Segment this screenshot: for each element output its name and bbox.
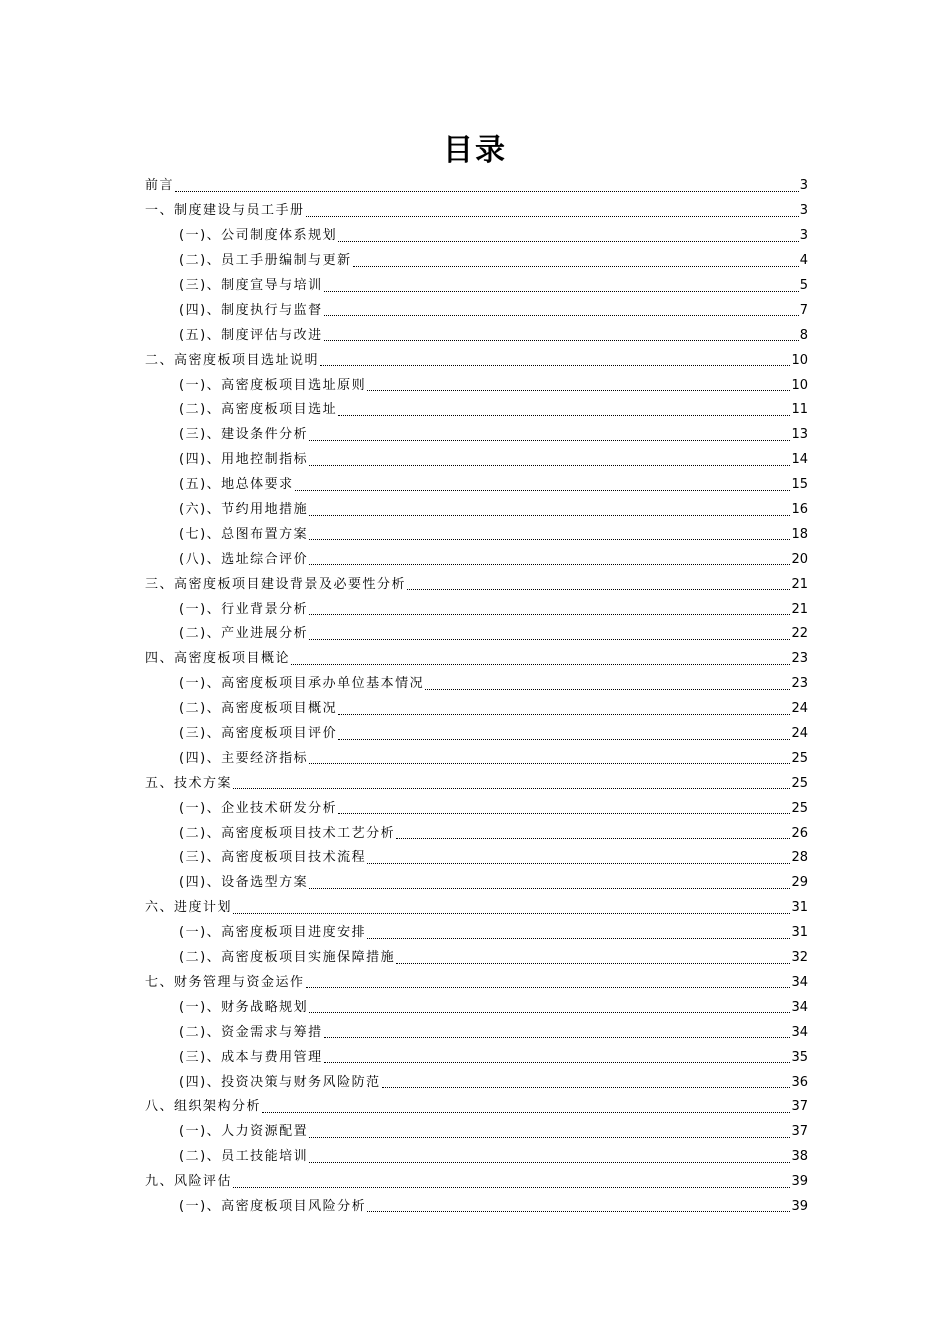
- dot-leader: [175, 191, 799, 192]
- toc-entry-page-number: 10: [791, 377, 808, 393]
- toc-section-entry[interactable]: [0, 498, 950, 523]
- toc-entry-page-number: 37: [791, 1124, 808, 1140]
- toc-chapter-entry[interactable]: [0, 174, 950, 199]
- toc-entry-label: (二)、高密度板项目概况: [179, 701, 338, 717]
- toc-section-entry[interactable]: [0, 323, 950, 348]
- toc-entry-label: (四)、用地控制指标: [179, 452, 309, 468]
- toc-section-entry[interactable]: [0, 796, 950, 821]
- dot-leader: [338, 813, 790, 814]
- toc-chapter-entry[interactable]: [0, 771, 950, 796]
- dot-leader: [309, 564, 790, 565]
- dot-leader: [309, 1162, 790, 1163]
- toc-section-entry[interactable]: [0, 1020, 950, 1045]
- toc-chapter-entry[interactable]: [0, 572, 950, 597]
- toc-entry-page-number: 28: [791, 850, 808, 866]
- toc-entry-label: 八、组织架构分析: [145, 1099, 262, 1115]
- toc-entry-label: (三)、制度宣导与培训: [179, 278, 323, 293]
- toc-entry-label: (一)、财务战略规划: [179, 999, 309, 1015]
- dot-leader: [338, 415, 790, 416]
- dot-leader: [233, 913, 790, 914]
- toc-section-entry[interactable]: [0, 1195, 950, 1220]
- toc-section-entry[interactable]: [0, 697, 950, 722]
- toc-entry-page-number: 36: [791, 1074, 808, 1090]
- toc-section-entry[interactable]: [0, 921, 950, 946]
- toc-entry-page-number: 31: [791, 900, 808, 916]
- toc-entry-page-number: 8: [799, 327, 808, 343]
- dot-leader: [367, 1211, 790, 1212]
- toc-entry-label: (二)、资金需求与筹措: [179, 1024, 323, 1040]
- toc-section-entry[interactable]: [0, 224, 950, 249]
- toc-entry-page-number: 20: [791, 551, 808, 567]
- toc-entry-label: (八)、选址综合评价: [179, 551, 309, 567]
- dot-leader: [324, 1037, 791, 1038]
- dot-leader: [309, 515, 790, 516]
- toc-entry-label: 前言: [145, 178, 175, 194]
- toc-entry-page-number: 3: [799, 203, 808, 219]
- toc-chapter-entry[interactable]: [0, 1095, 950, 1120]
- dot-leader: [309, 539, 790, 540]
- toc-entry-page-number: 34: [791, 1024, 808, 1040]
- toc-entry-label: (三)、高密度板项目评价: [179, 726, 338, 742]
- toc-entry-page-number: 37: [791, 1099, 808, 1115]
- dot-leader: [295, 490, 791, 491]
- toc-entry-page-number: 3: [799, 228, 808, 244]
- toc-entry-page-number: 34: [791, 999, 808, 1015]
- dot-leader: [233, 788, 790, 789]
- toc-entry-page-number: 39: [791, 1174, 808, 1190]
- toc-entry-label: (四)、投资决策与财务风险防范: [179, 1074, 381, 1090]
- toc-entry-label: (六)、节约用地措施: [179, 502, 309, 518]
- toc-section-entry[interactable]: [0, 249, 950, 274]
- toc-section-entry[interactable]: [0, 871, 950, 896]
- toc-entry-label: 六、进度计划: [145, 900, 233, 916]
- dot-leader: [382, 1087, 791, 1088]
- toc-entry-page-number: 26: [791, 825, 808, 841]
- dot-leader: [407, 589, 790, 590]
- toc-entry-label: (一)、高密度板项目承办单位基本情况: [179, 676, 425, 692]
- toc-entry-label: (二)、高密度板项目实施保障措施: [179, 950, 396, 966]
- toc-section-entry[interactable]: [0, 423, 950, 448]
- toc-entry-label: 七、财务管理与资金运作: [145, 974, 305, 990]
- toc-entry-label: (二)、高密度板项目技术工艺分析: [179, 825, 396, 841]
- toc-section-entry[interactable]: [0, 1120, 950, 1145]
- dot-leader: [324, 1062, 791, 1063]
- toc-entry-label: (二)、员工技能培训: [179, 1149, 309, 1165]
- toc-entry-page-number: 14: [791, 452, 808, 468]
- toc-entry-label: (五)、地总体要求: [179, 477, 294, 493]
- dot-leader: [367, 938, 790, 939]
- dot-leader: [367, 390, 790, 391]
- toc-entry-page-number: 4: [799, 253, 808, 269]
- dot-leader: [306, 216, 799, 217]
- toc-entry-label: 九、风险评估: [145, 1174, 233, 1190]
- toc-chapter-entry[interactable]: [0, 348, 950, 373]
- toc-entry-label: (二)、产业进展分析: [179, 626, 309, 642]
- toc-section-entry[interactable]: [0, 746, 950, 771]
- dot-leader: [262, 1112, 790, 1113]
- dot-leader: [306, 987, 791, 988]
- toc-chapter-entry[interactable]: [0, 647, 950, 672]
- toc-entry-label: (一)、高密度板项目进度安排: [179, 925, 367, 941]
- toc-entry-label: 二、高密度板项目选址说明: [145, 352, 320, 368]
- toc-entry-label: 三、高密度板项目建设背景及必要性分析: [145, 576, 407, 592]
- toc-chapter-entry[interactable]: [0, 199, 950, 224]
- toc-entry-page-number: 32: [791, 950, 808, 966]
- toc-entry-page-number: 11: [791, 402, 808, 418]
- toc-entry-page-number: 5: [799, 278, 808, 293]
- toc-section-entry[interactable]: [0, 1145, 950, 1170]
- dot-leader: [309, 888, 790, 889]
- toc-section-entry[interactable]: [0, 547, 950, 572]
- toc-entry-label: 四、高密度板项目概论: [145, 651, 291, 667]
- toc-entry-page-number: 15: [791, 477, 808, 493]
- toc-section-entry[interactable]: [0, 298, 950, 323]
- toc-chapter-entry[interactable]: [0, 971, 950, 996]
- dot-leader: [338, 714, 790, 715]
- dot-leader: [309, 1137, 790, 1138]
- toc-entry-label: (七)、总图布置方案: [179, 526, 309, 542]
- toc-section-entry[interactable]: [0, 821, 950, 846]
- dot-leader: [309, 614, 790, 615]
- toc-entry-page-number: 13: [791, 427, 808, 443]
- toc-entry-page-number: 16: [791, 502, 808, 518]
- dot-leader: [338, 241, 799, 242]
- toc-entry-page-number: 24: [791, 726, 808, 742]
- toc-section-entry[interactable]: [0, 672, 950, 697]
- toc-entry-page-number: 39: [791, 1198, 808, 1214]
- toc-entry-page-number: 34: [791, 974, 808, 990]
- toc-entry-page-number: 35: [791, 1049, 808, 1065]
- dot-leader: [324, 315, 799, 316]
- toc-entry-page-number: 18: [791, 526, 808, 542]
- dot-leader: [396, 838, 790, 839]
- toc-section-entry[interactable]: [0, 373, 950, 398]
- toc-section-entry[interactable]: [0, 398, 950, 423]
- toc-section-entry[interactable]: [0, 995, 950, 1020]
- toc-entry-label: (一)、高密度板项目风险分析: [179, 1198, 367, 1214]
- toc-entry-page-number: 23: [791, 651, 808, 667]
- toc-entry-page-number: 25: [791, 775, 808, 791]
- toc-entry-page-number: 25: [791, 800, 808, 816]
- toc-entry-label: (二)、员工手册编制与更新: [179, 253, 352, 269]
- dot-leader: [338, 739, 790, 740]
- dot-leader: [309, 1012, 790, 1013]
- toc-section-entry[interactable]: [0, 722, 950, 747]
- dot-leader: [309, 763, 790, 764]
- toc-list: [0, 174, 950, 1219]
- toc-entry-page-number: 21: [791, 576, 808, 592]
- toc-section-entry[interactable]: [0, 1070, 950, 1095]
- toc-section-entry[interactable]: [0, 846, 950, 871]
- toc-entry-label: 一、制度建设与员工手册: [145, 203, 305, 219]
- dot-leader: [324, 340, 799, 341]
- toc-chapter-entry[interactable]: [0, 1170, 950, 1195]
- toc-entry-label: (一)、人力资源配置: [179, 1124, 309, 1140]
- toc-entry-label: (三)、建设条件分析: [179, 427, 309, 443]
- toc-entry-label: (四)、设备选型方案: [179, 875, 309, 891]
- toc-entry-page-number: 23: [791, 676, 808, 692]
- toc-section-entry[interactable]: [0, 473, 950, 498]
- toc-section-entry[interactable]: [0, 274, 950, 299]
- toc-section-entry[interactable]: [0, 622, 950, 647]
- toc-entry-page-number: 25: [791, 750, 808, 766]
- toc-entry-page-number: 21: [791, 601, 808, 617]
- dot-leader: [396, 963, 790, 964]
- toc-entry-label: (五)、制度评估与改进: [179, 327, 323, 343]
- toc-entry-page-number: 31: [791, 925, 808, 941]
- toc-entry-page-number: 38: [791, 1149, 808, 1165]
- toc-entry-label: (四)、制度执行与监督: [179, 302, 323, 318]
- dot-leader: [367, 863, 790, 864]
- toc-entry-page-number: 22: [791, 626, 808, 642]
- toc-entry-page-number: 3: [799, 178, 808, 194]
- toc-entry-label: (三)、成本与费用管理: [179, 1049, 323, 1065]
- dot-leader: [425, 689, 790, 690]
- toc-title: 目录: [443, 133, 507, 168]
- dot-leader: [309, 465, 790, 466]
- dot-leader: [324, 291, 799, 292]
- dot-leader: [309, 440, 790, 441]
- toc-entry-label: (四)、主要经济指标: [179, 750, 309, 766]
- dot-leader: [309, 639, 790, 640]
- toc-entry-page-number: 10: [791, 352, 808, 368]
- dot-leader: [291, 664, 790, 665]
- toc-section-entry[interactable]: [0, 448, 950, 473]
- toc-entry-page-number: 7: [799, 302, 808, 318]
- toc-section-entry[interactable]: [0, 1045, 950, 1070]
- toc-entry-label: (二)、高密度板项目选址: [179, 402, 338, 418]
- toc-entry-label: (一)、公司制度体系规划: [179, 228, 338, 244]
- toc-entry-label: (一)、企业技术研发分析: [179, 800, 338, 816]
- toc-chapter-entry[interactable]: [0, 896, 950, 921]
- toc-entry-label: 五、技术方案: [145, 775, 233, 791]
- toc-section-entry[interactable]: [0, 597, 950, 622]
- toc-entry-label: (一)、高密度板项目选址原则: [179, 377, 367, 393]
- toc-entry-label: (一)、行业背景分析: [179, 601, 309, 617]
- toc-entry-page-number: 29: [791, 875, 808, 891]
- toc-section-entry[interactable]: [0, 522, 950, 547]
- dot-leader: [233, 1187, 790, 1188]
- toc-section-entry[interactable]: [0, 946, 950, 971]
- toc-entry-page-number: 24: [791, 701, 808, 717]
- toc-entry-label: (三)、高密度板项目技术流程: [179, 850, 367, 866]
- dot-leader: [353, 266, 799, 267]
- dot-leader: [320, 365, 790, 366]
